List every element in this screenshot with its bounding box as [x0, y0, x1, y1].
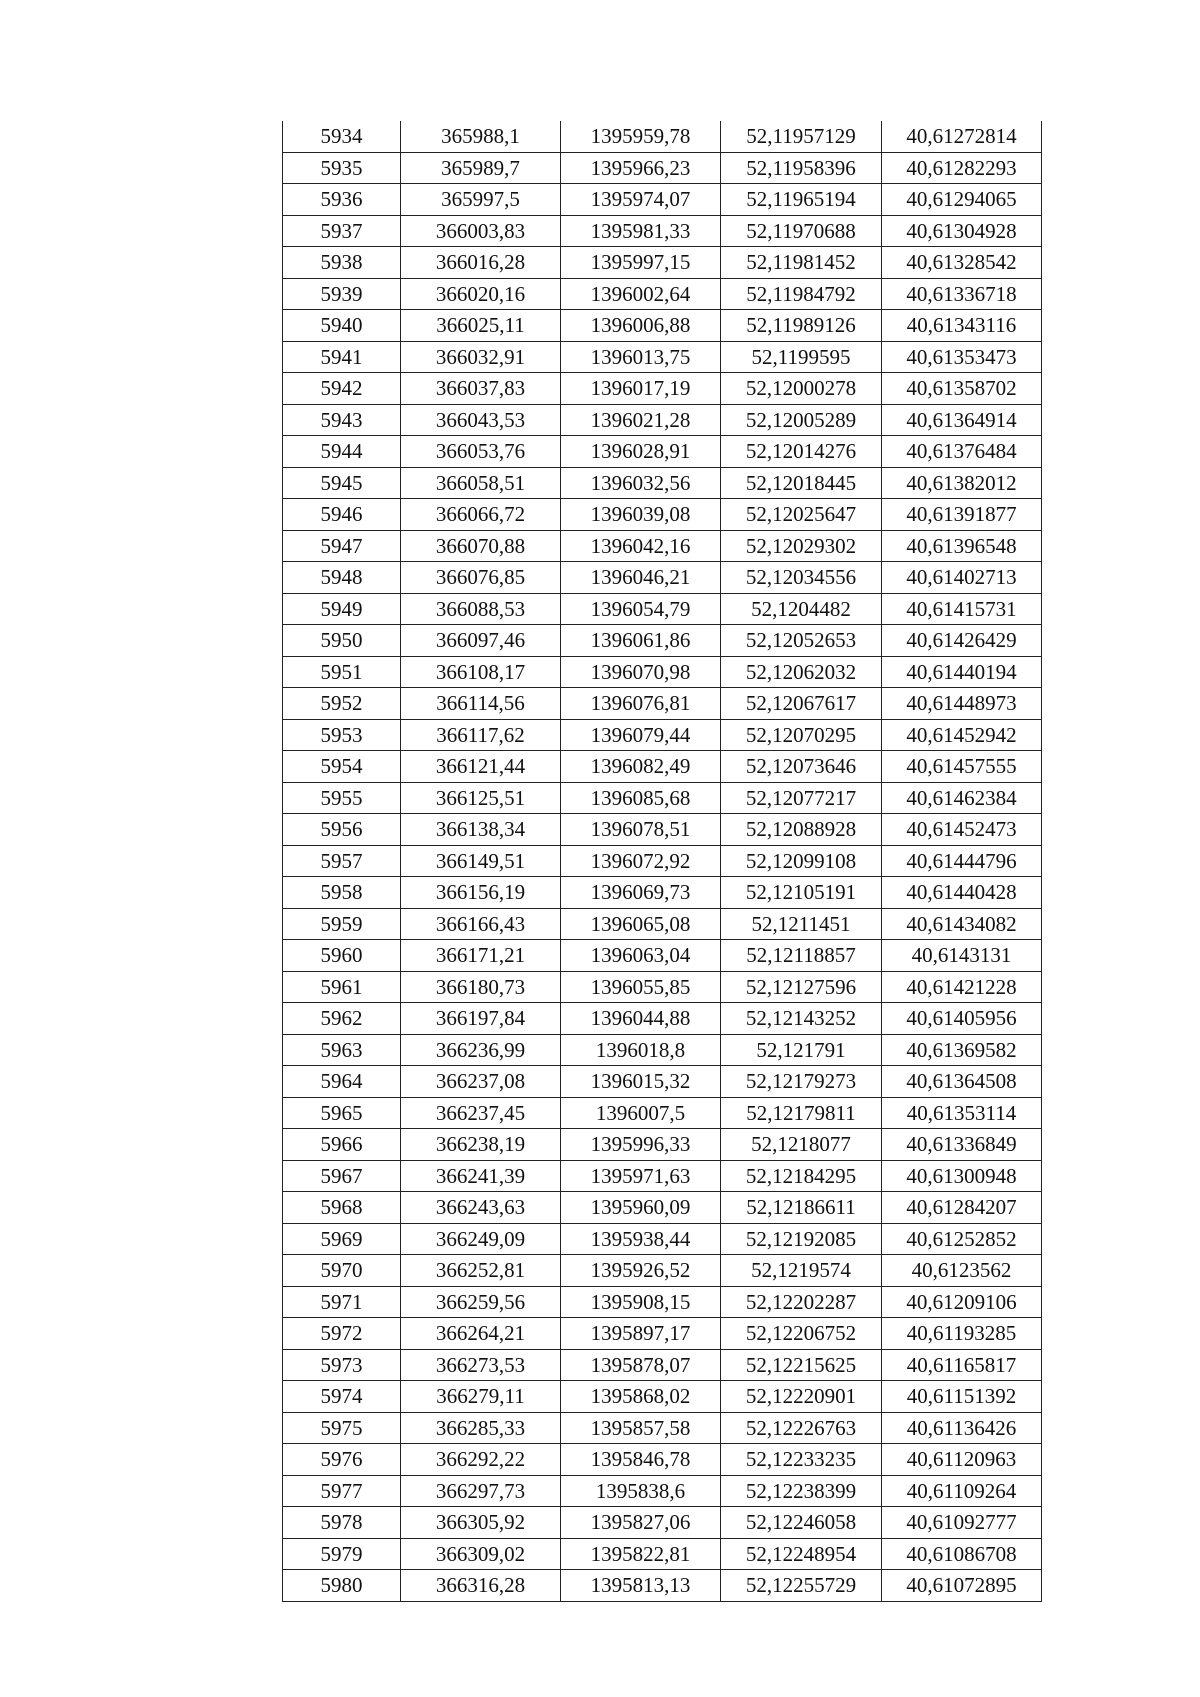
y-coordinate-cell: 1395926,52	[561, 1255, 721, 1287]
latitude-cell: 52,1204482	[721, 593, 882, 625]
y-coordinate-cell: 1396002,64	[561, 278, 721, 310]
latitude-cell: 52,12034556	[721, 562, 882, 594]
longitude-cell: 40,61415731	[882, 593, 1042, 625]
longitude-cell: 40,61434082	[882, 908, 1042, 940]
table-row	[283, 940, 1042, 972]
y-coordinate-cell: 1396076,81	[561, 688, 721, 720]
latitude-cell: 52,1199595	[721, 341, 882, 373]
y-coordinate-cell: 1396065,08	[561, 908, 721, 940]
longitude-cell: 40,61426429	[882, 625, 1042, 657]
latitude-cell: 52,12220901	[721, 1381, 882, 1413]
longitude-cell: 40,61444796	[882, 845, 1042, 877]
longitude-cell: 40,61448973	[882, 688, 1042, 720]
table-row	[283, 719, 1042, 751]
latitude-cell: 52,1211451	[721, 908, 882, 940]
table-row	[283, 467, 1042, 499]
longitude-cell: 40,6123562	[882, 1255, 1042, 1287]
longitude-cell: 40,61452473	[882, 814, 1042, 846]
x-coordinate-cell: 366264,21	[401, 1318, 561, 1350]
y-coordinate-cell: 1396006,88	[561, 310, 721, 342]
y-coordinate-cell: 1396072,92	[561, 845, 721, 877]
latitude-cell: 52,11958396	[721, 152, 882, 184]
longitude-cell: 40,61272814	[882, 121, 1042, 152]
x-coordinate-cell: 366097,46	[401, 625, 561, 657]
point-number-cell: 5961	[283, 971, 401, 1003]
longitude-cell: 40,61364508	[882, 1066, 1042, 1098]
x-coordinate-cell: 366088,53	[401, 593, 561, 625]
y-coordinate-cell: 1396013,75	[561, 341, 721, 373]
y-coordinate-cell: 1396039,08	[561, 499, 721, 531]
table-row	[283, 625, 1042, 657]
point-number-cell: 5958	[283, 877, 401, 909]
latitude-cell: 52,12179273	[721, 1066, 882, 1098]
point-number-cell: 5959	[283, 908, 401, 940]
x-coordinate-cell: 366138,34	[401, 814, 561, 846]
point-number-cell: 5962	[283, 1003, 401, 1035]
x-coordinate-cell: 365997,5	[401, 184, 561, 216]
longitude-cell: 40,61136426	[882, 1412, 1042, 1444]
latitude-cell: 52,12233235	[721, 1444, 882, 1476]
longitude-cell: 40,61440428	[882, 877, 1042, 909]
y-coordinate-cell: 1396007,5	[561, 1097, 721, 1129]
latitude-cell: 52,12179811	[721, 1097, 882, 1129]
table-row	[283, 278, 1042, 310]
y-coordinate-cell: 1396085,68	[561, 782, 721, 814]
longitude-cell: 40,61343116	[882, 310, 1042, 342]
latitude-cell: 52,12099108	[721, 845, 882, 877]
x-coordinate-cell: 366279,11	[401, 1381, 561, 1413]
y-coordinate-cell: 1395981,33	[561, 215, 721, 247]
y-coordinate-cell: 1395997,15	[561, 247, 721, 279]
point-number-cell: 5963	[283, 1034, 401, 1066]
x-coordinate-cell: 366166,43	[401, 908, 561, 940]
table-row	[283, 1538, 1042, 1570]
longitude-cell: 40,61193285	[882, 1318, 1042, 1350]
point-number-cell: 5970	[283, 1255, 401, 1287]
y-coordinate-cell: 1396032,56	[561, 467, 721, 499]
longitude-cell: 40,61452942	[882, 719, 1042, 751]
longitude-cell: 40,61120963	[882, 1444, 1042, 1476]
longitude-cell: 40,61391877	[882, 499, 1042, 531]
y-coordinate-cell: 1396063,04	[561, 940, 721, 972]
y-coordinate-cell: 1396055,85	[561, 971, 721, 1003]
table-row	[283, 845, 1042, 877]
longitude-cell: 40,61336718	[882, 278, 1042, 310]
y-coordinate-cell: 1395822,81	[561, 1538, 721, 1570]
x-coordinate-cell: 366066,72	[401, 499, 561, 531]
longitude-cell: 40,61165817	[882, 1349, 1042, 1381]
latitude-cell: 52,12202287	[721, 1286, 882, 1318]
longitude-cell: 40,61402713	[882, 562, 1042, 594]
point-number-cell: 5973	[283, 1349, 401, 1381]
longitude-cell: 40,61284207	[882, 1192, 1042, 1224]
point-number-cell: 5939	[283, 278, 401, 310]
x-coordinate-cell: 366237,08	[401, 1066, 561, 1098]
coordinates-table	[282, 121, 1042, 1602]
latitude-cell: 52,12025647	[721, 499, 882, 531]
table-row	[283, 1255, 1042, 1287]
table-row	[283, 593, 1042, 625]
longitude-cell: 40,61457555	[882, 751, 1042, 783]
table-row	[283, 562, 1042, 594]
point-number-cell: 5936	[283, 184, 401, 216]
table-row	[283, 499, 1042, 531]
x-coordinate-cell: 366297,73	[401, 1475, 561, 1507]
x-coordinate-cell: 366037,83	[401, 373, 561, 405]
latitude-cell: 52,12073646	[721, 751, 882, 783]
x-coordinate-cell: 366114,56	[401, 688, 561, 720]
point-number-cell: 5978	[283, 1507, 401, 1539]
x-coordinate-cell: 366043,53	[401, 404, 561, 436]
table-row	[283, 1066, 1042, 1098]
table-row	[283, 1097, 1042, 1129]
point-number-cell: 5935	[283, 152, 401, 184]
point-number-cell: 5950	[283, 625, 401, 657]
point-number-cell: 5949	[283, 593, 401, 625]
point-number-cell: 5946	[283, 499, 401, 531]
y-coordinate-cell: 1396061,86	[561, 625, 721, 657]
x-coordinate-cell: 366180,73	[401, 971, 561, 1003]
point-number-cell: 5951	[283, 656, 401, 688]
table-row	[283, 1412, 1042, 1444]
latitude-cell: 52,12143252	[721, 1003, 882, 1035]
y-coordinate-cell: 1396015,32	[561, 1066, 721, 1098]
point-number-cell: 5972	[283, 1318, 401, 1350]
y-coordinate-cell: 1396078,51	[561, 814, 721, 846]
x-coordinate-cell: 365989,7	[401, 152, 561, 184]
table-row	[283, 1223, 1042, 1255]
point-number-cell: 5947	[283, 530, 401, 562]
longitude-cell: 40,61072895	[882, 1570, 1042, 1602]
latitude-cell: 52,12255729	[721, 1570, 882, 1602]
latitude-cell: 52,12246058	[721, 1507, 882, 1539]
point-number-cell: 5967	[283, 1160, 401, 1192]
y-coordinate-cell: 1396079,44	[561, 719, 721, 751]
y-coordinate-cell: 1395897,17	[561, 1318, 721, 1350]
x-coordinate-cell: 366076,85	[401, 562, 561, 594]
longitude-cell: 40,61462384	[882, 782, 1042, 814]
longitude-cell: 40,61396548	[882, 530, 1042, 562]
point-number-cell: 5968	[283, 1192, 401, 1224]
point-number-cell: 5975	[283, 1412, 401, 1444]
x-coordinate-cell: 366156,19	[401, 877, 561, 909]
y-coordinate-cell: 1396021,28	[561, 404, 721, 436]
table-row	[283, 1129, 1042, 1161]
latitude-cell: 52,1218077	[721, 1129, 882, 1161]
point-number-cell: 5965	[283, 1097, 401, 1129]
table-row	[283, 1160, 1042, 1192]
y-coordinate-cell: 1396070,98	[561, 656, 721, 688]
latitude-cell: 52,12118857	[721, 940, 882, 972]
x-coordinate-cell: 366149,51	[401, 845, 561, 877]
x-coordinate-cell: 366252,81	[401, 1255, 561, 1287]
table-row	[283, 1003, 1042, 1035]
point-number-cell: 5948	[283, 562, 401, 594]
point-number-cell: 5974	[283, 1381, 401, 1413]
y-coordinate-cell: 1396028,91	[561, 436, 721, 468]
y-coordinate-cell: 1395974,07	[561, 184, 721, 216]
latitude-cell: 52,12105191	[721, 877, 882, 909]
table-row	[283, 310, 1042, 342]
y-coordinate-cell: 1395908,15	[561, 1286, 721, 1318]
x-coordinate-cell: 365988,1	[401, 121, 561, 152]
latitude-cell: 52,12184295	[721, 1160, 882, 1192]
longitude-cell: 40,61358702	[882, 373, 1042, 405]
x-coordinate-cell: 366237,45	[401, 1097, 561, 1129]
latitude-cell: 52,121791	[721, 1034, 882, 1066]
y-coordinate-cell: 1395868,02	[561, 1381, 721, 1413]
table-row	[283, 404, 1042, 436]
point-number-cell: 5956	[283, 814, 401, 846]
x-coordinate-cell: 366273,53	[401, 1349, 561, 1381]
y-coordinate-cell: 1395996,33	[561, 1129, 721, 1161]
latitude-cell: 52,11984792	[721, 278, 882, 310]
table-row	[283, 341, 1042, 373]
point-number-cell: 5977	[283, 1475, 401, 1507]
y-coordinate-cell: 1396044,88	[561, 1003, 721, 1035]
longitude-cell: 40,61440194	[882, 656, 1042, 688]
x-coordinate-cell: 366025,11	[401, 310, 561, 342]
latitude-cell: 52,12000278	[721, 373, 882, 405]
point-number-cell: 5941	[283, 341, 401, 373]
table-row	[283, 656, 1042, 688]
longitude-cell: 40,6143131	[882, 940, 1042, 972]
y-coordinate-cell: 1395960,09	[561, 1192, 721, 1224]
latitude-cell: 52,12005289	[721, 404, 882, 436]
table-row	[283, 1034, 1042, 1066]
latitude-cell: 52,11970688	[721, 215, 882, 247]
longitude-cell: 40,61304928	[882, 215, 1042, 247]
y-coordinate-cell: 1395878,07	[561, 1349, 721, 1381]
latitude-cell: 52,1219574	[721, 1255, 882, 1287]
y-coordinate-cell: 1396017,19	[561, 373, 721, 405]
x-coordinate-cell: 366125,51	[401, 782, 561, 814]
latitude-cell: 52,11981452	[721, 247, 882, 279]
x-coordinate-cell: 366236,99	[401, 1034, 561, 1066]
x-coordinate-cell: 366117,62	[401, 719, 561, 751]
latitude-cell: 52,12206752	[721, 1318, 882, 1350]
y-coordinate-cell: 1396082,49	[561, 751, 721, 783]
longitude-cell: 40,61369582	[882, 1034, 1042, 1066]
latitude-cell: 52,11957129	[721, 121, 882, 152]
latitude-cell: 52,12070295	[721, 719, 882, 751]
point-number-cell: 5969	[283, 1223, 401, 1255]
point-number-cell: 5955	[283, 782, 401, 814]
table-body	[283, 121, 1042, 1601]
longitude-cell: 40,61382012	[882, 467, 1042, 499]
x-coordinate-cell: 366053,76	[401, 436, 561, 468]
table-row	[283, 247, 1042, 279]
y-coordinate-cell: 1396018,8	[561, 1034, 721, 1066]
latitude-cell: 52,12127596	[721, 971, 882, 1003]
latitude-cell: 52,12238399	[721, 1475, 882, 1507]
table-row	[283, 530, 1042, 562]
latitude-cell: 52,12248954	[721, 1538, 882, 1570]
y-coordinate-cell: 1395966,23	[561, 152, 721, 184]
x-coordinate-cell: 366309,02	[401, 1538, 561, 1570]
longitude-cell: 40,61092777	[882, 1507, 1042, 1539]
table-row	[283, 1381, 1042, 1413]
point-number-cell: 5953	[283, 719, 401, 751]
longitude-cell: 40,61209106	[882, 1286, 1042, 1318]
y-coordinate-cell: 1395846,78	[561, 1444, 721, 1476]
latitude-cell: 52,12077217	[721, 782, 882, 814]
longitude-cell: 40,61353114	[882, 1097, 1042, 1129]
point-number-cell: 5945	[283, 467, 401, 499]
table-row	[283, 971, 1042, 1003]
table-row	[283, 1318, 1042, 1350]
longitude-cell: 40,61405956	[882, 1003, 1042, 1035]
x-coordinate-cell: 366316,28	[401, 1570, 561, 1602]
table-row	[283, 436, 1042, 468]
point-number-cell: 5971	[283, 1286, 401, 1318]
x-coordinate-cell: 366003,83	[401, 215, 561, 247]
table-row	[283, 184, 1042, 216]
x-coordinate-cell: 366020,16	[401, 278, 561, 310]
x-coordinate-cell: 366197,84	[401, 1003, 561, 1035]
table-row	[283, 688, 1042, 720]
longitude-cell: 40,61421228	[882, 971, 1042, 1003]
latitude-cell: 52,11989126	[721, 310, 882, 342]
x-coordinate-cell: 366285,33	[401, 1412, 561, 1444]
y-coordinate-cell: 1396046,21	[561, 562, 721, 594]
latitude-cell: 52,12067617	[721, 688, 882, 720]
latitude-cell: 52,12052653	[721, 625, 882, 657]
y-coordinate-cell: 1396069,73	[561, 877, 721, 909]
longitude-cell: 40,61086708	[882, 1538, 1042, 1570]
latitude-cell: 52,12018445	[721, 467, 882, 499]
x-coordinate-cell: 366016,28	[401, 247, 561, 279]
point-number-cell: 5943	[283, 404, 401, 436]
point-number-cell: 5960	[283, 940, 401, 972]
latitude-cell: 52,11965194	[721, 184, 882, 216]
point-number-cell: 5954	[283, 751, 401, 783]
latitude-cell: 52,12088928	[721, 814, 882, 846]
latitude-cell: 52,12029302	[721, 530, 882, 562]
table-row	[283, 1444, 1042, 1476]
y-coordinate-cell: 1395838,6	[561, 1475, 721, 1507]
longitude-cell: 40,61353473	[882, 341, 1042, 373]
y-coordinate-cell: 1395971,63	[561, 1160, 721, 1192]
x-coordinate-cell: 366249,09	[401, 1223, 561, 1255]
longitude-cell: 40,61109264	[882, 1475, 1042, 1507]
table-row	[283, 1192, 1042, 1224]
longitude-cell: 40,61252852	[882, 1223, 1042, 1255]
table-row	[283, 877, 1042, 909]
point-number-cell: 5937	[283, 215, 401, 247]
latitude-cell: 52,12186611	[721, 1192, 882, 1224]
latitude-cell: 52,12192085	[721, 1223, 882, 1255]
x-coordinate-cell: 366238,19	[401, 1129, 561, 1161]
point-number-cell: 5940	[283, 310, 401, 342]
point-number-cell: 5976	[283, 1444, 401, 1476]
y-coordinate-cell: 1395938,44	[561, 1223, 721, 1255]
latitude-cell: 52,12062032	[721, 656, 882, 688]
point-number-cell: 5944	[283, 436, 401, 468]
table-row	[283, 908, 1042, 940]
x-coordinate-cell: 366241,39	[401, 1160, 561, 1192]
x-coordinate-cell: 366070,88	[401, 530, 561, 562]
longitude-cell: 40,61328542	[882, 247, 1042, 279]
y-coordinate-cell: 1395857,58	[561, 1412, 721, 1444]
y-coordinate-cell: 1396042,16	[561, 530, 721, 562]
longitude-cell: 40,61294065	[882, 184, 1042, 216]
table-row	[283, 1475, 1042, 1507]
point-number-cell: 5934	[283, 121, 401, 152]
latitude-cell: 52,12226763	[721, 1412, 882, 1444]
x-coordinate-cell: 366243,63	[401, 1192, 561, 1224]
table-row	[283, 1286, 1042, 1318]
x-coordinate-cell: 366108,17	[401, 656, 561, 688]
point-number-cell: 5952	[283, 688, 401, 720]
table-row	[283, 215, 1042, 247]
table-row	[283, 814, 1042, 846]
x-coordinate-cell: 366292,22	[401, 1444, 561, 1476]
point-number-cell: 5979	[283, 1538, 401, 1570]
table-row	[283, 373, 1042, 405]
y-coordinate-cell: 1396054,79	[561, 593, 721, 625]
point-number-cell: 5966	[283, 1129, 401, 1161]
y-coordinate-cell: 1395813,13	[561, 1570, 721, 1602]
point-number-cell: 5942	[283, 373, 401, 405]
x-coordinate-cell: 366305,92	[401, 1507, 561, 1539]
table-row	[283, 782, 1042, 814]
y-coordinate-cell: 1395959,78	[561, 121, 721, 152]
longitude-cell: 40,61282293	[882, 152, 1042, 184]
point-number-cell: 5957	[283, 845, 401, 877]
longitude-cell: 40,61364914	[882, 404, 1042, 436]
table-row	[283, 1507, 1042, 1539]
table-row	[283, 751, 1042, 783]
table-row	[283, 1570, 1042, 1602]
point-number-cell: 5964	[283, 1066, 401, 1098]
latitude-cell: 52,12014276	[721, 436, 882, 468]
longitude-cell: 40,61376484	[882, 436, 1042, 468]
x-coordinate-cell: 366259,56	[401, 1286, 561, 1318]
longitude-cell: 40,61151392	[882, 1381, 1042, 1413]
x-coordinate-cell: 366121,44	[401, 751, 561, 783]
x-coordinate-cell: 366171,21	[401, 940, 561, 972]
x-coordinate-cell: 366032,91	[401, 341, 561, 373]
table-row	[283, 1349, 1042, 1381]
y-coordinate-cell: 1395827,06	[561, 1507, 721, 1539]
x-coordinate-cell: 366058,51	[401, 467, 561, 499]
latitude-cell: 52,12215625	[721, 1349, 882, 1381]
longitude-cell: 40,61336849	[882, 1129, 1042, 1161]
table-row	[283, 152, 1042, 184]
point-number-cell: 5980	[283, 1570, 401, 1602]
point-number-cell: 5938	[283, 247, 401, 279]
table-row	[283, 121, 1042, 152]
longitude-cell: 40,61300948	[882, 1160, 1042, 1192]
